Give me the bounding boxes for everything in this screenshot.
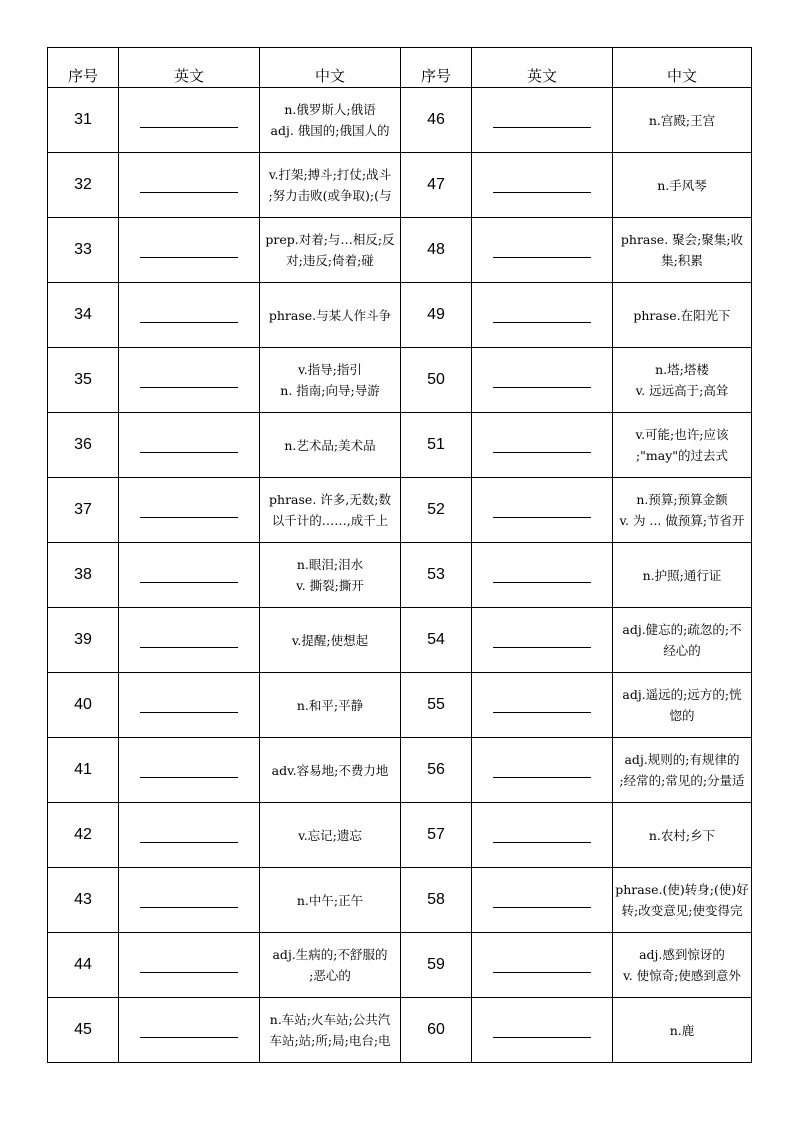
item-number: 56	[401, 738, 472, 803]
item-number: 35	[48, 348, 119, 413]
chinese-meaning-cell	[260, 998, 401, 1063]
header-number-right: 序号	[401, 48, 472, 88]
chinese-meaning-line: 经心的	[663, 643, 701, 658]
english-cell[interactable]	[472, 218, 613, 283]
table-row	[48, 218, 752, 283]
item-number: 36	[48, 413, 119, 478]
item-number: 37	[48, 478, 119, 543]
english-cell[interactable]	[472, 283, 613, 348]
chinese-meaning-cell	[613, 153, 752, 218]
english-cell[interactable]	[119, 608, 260, 673]
english-answer-blank[interactable]	[140, 505, 238, 518]
item-number: 45	[48, 998, 119, 1063]
table-row	[48, 348, 752, 413]
chinese-meaning-line: n.手风琴	[657, 177, 707, 193]
english-cell[interactable]	[119, 218, 260, 283]
item-number: 54	[401, 608, 472, 673]
english-cell[interactable]	[472, 738, 613, 803]
chinese-meaning-line: n.俄罗斯人;俄语	[284, 102, 376, 117]
english-cell[interactable]	[472, 803, 613, 868]
english-answer-blank[interactable]	[493, 375, 591, 388]
item-number: 48	[401, 218, 472, 283]
chinese-meaning-line: v.可能;也许;应该	[635, 427, 729, 442]
chinese-meaning-cell	[260, 933, 401, 998]
chinese-meaning-cell	[613, 738, 752, 803]
chinese-meaning-cell	[260, 868, 401, 933]
table-row	[48, 543, 752, 608]
chinese-meaning-cell	[613, 348, 752, 413]
item-number: 52	[401, 478, 472, 543]
english-answer-blank[interactable]	[493, 700, 591, 713]
english-answer-blank[interactable]	[140, 700, 238, 713]
english-answer-blank[interactable]	[140, 635, 238, 648]
english-cell[interactable]	[119, 348, 260, 413]
item-number: 31	[48, 88, 119, 153]
table-body	[48, 88, 752, 1063]
chinese-meaning-cell	[613, 413, 752, 478]
table-row	[48, 868, 752, 933]
english-cell[interactable]	[472, 348, 613, 413]
chinese-meaning-cell	[613, 933, 752, 998]
english-answer-blank[interactable]	[493, 115, 591, 128]
chinese-meaning-line: n.预算;预算金额	[636, 492, 728, 507]
chinese-meaning-line: 对;违反;倚着;碰	[286, 253, 374, 268]
english-cell[interactable]	[472, 478, 613, 543]
english-answer-blank[interactable]	[493, 180, 591, 193]
english-cell[interactable]	[472, 88, 613, 153]
chinese-meaning-line: 惚的	[669, 708, 695, 723]
english-answer-blank[interactable]	[140, 960, 238, 973]
english-answer-blank[interactable]	[493, 765, 591, 778]
chinese-meaning-line: n.鹿	[669, 1022, 695, 1038]
english-cell[interactable]	[119, 543, 260, 608]
header-number-left: 序号	[48, 48, 119, 88]
chinese-meaning-line: v.提醒;使想起	[291, 632, 369, 648]
chinese-meaning-line: n.宫殿;王宫	[648, 112, 716, 128]
chinese-meaning-cell	[613, 543, 752, 608]
english-answer-blank[interactable]	[140, 180, 238, 193]
chinese-meaning-line: phrase.与某人作斗争	[268, 307, 392, 323]
header-chinese-left: 中文	[260, 48, 401, 88]
item-number: 59	[401, 933, 472, 998]
chinese-meaning-line: ;恶心的	[309, 968, 351, 983]
chinese-meaning-line: phrase.(使)转身;(使)好	[615, 882, 749, 897]
chinese-meaning-line: v.打架;搏斗;打仗;战斗	[268, 167, 392, 182]
chinese-meaning-line: ;努力击败(或争取);(与	[268, 188, 392, 203]
chinese-meaning-line: phrase. 聚会;聚集;收	[620, 232, 744, 247]
table-row	[48, 608, 752, 673]
english-answer-blank[interactable]	[493, 960, 591, 973]
english-cell[interactable]	[119, 933, 260, 998]
item-number: 42	[48, 803, 119, 868]
table-row	[48, 998, 752, 1063]
chinese-meaning-line: n.农村;乡下	[648, 827, 716, 843]
item-number: 47	[401, 153, 472, 218]
english-cell[interactable]	[119, 88, 260, 153]
item-number: 49	[401, 283, 472, 348]
chinese-meaning-line: ;"may"的过去式	[635, 448, 729, 463]
chinese-meaning-cell	[260, 803, 401, 868]
item-number: 33	[48, 218, 119, 283]
english-answer-blank[interactable]	[140, 440, 238, 453]
chinese-meaning-cell	[613, 868, 752, 933]
english-cell[interactable]	[119, 803, 260, 868]
chinese-meaning-cell	[613, 608, 752, 673]
english-cell[interactable]	[119, 738, 260, 803]
chinese-meaning-cell	[613, 673, 752, 738]
item-number: 39	[48, 608, 119, 673]
english-answer-blank[interactable]	[493, 245, 591, 258]
item-number: 43	[48, 868, 119, 933]
chinese-meaning-line: v.忘记;遗忘	[298, 827, 362, 843]
item-number: 40	[48, 673, 119, 738]
item-number: 41	[48, 738, 119, 803]
chinese-meaning-line: n.和平;平静	[296, 697, 364, 713]
item-number: 46	[401, 88, 472, 153]
header-english-left: 英文	[119, 48, 260, 88]
chinese-meaning-cell	[260, 348, 401, 413]
table-row	[48, 413, 752, 478]
chinese-meaning-cell	[613, 283, 752, 348]
table-row	[48, 88, 752, 153]
english-cell[interactable]	[472, 998, 613, 1063]
chinese-meaning-cell	[260, 738, 401, 803]
table-row	[48, 283, 752, 348]
chinese-meaning-line: phrase.在阳光下	[633, 307, 731, 323]
english-cell[interactable]	[472, 608, 613, 673]
chinese-meaning-cell	[260, 478, 401, 543]
english-cell[interactable]	[472, 543, 613, 608]
english-answer-blank[interactable]	[493, 830, 591, 843]
english-answer-blank[interactable]	[140, 765, 238, 778]
chinese-meaning-line: v. 撕裂;撕开	[296, 578, 364, 593]
table-row	[48, 738, 752, 803]
chinese-meaning-cell	[260, 673, 401, 738]
item-number: 51	[401, 413, 472, 478]
english-cell[interactable]	[119, 868, 260, 933]
english-answer-blank[interactable]	[140, 895, 238, 908]
item-number: 38	[48, 543, 119, 608]
chinese-meaning-line: ;经常的;常见的;分量适	[619, 773, 745, 788]
chinese-meaning-line: adv.容易地;不费力地	[271, 762, 389, 778]
table-row	[48, 478, 752, 543]
chinese-meaning-cell	[613, 478, 752, 543]
table-row	[48, 153, 752, 218]
chinese-meaning-line: 转;改变意见;使变得完	[621, 903, 743, 918]
english-answer-blank[interactable]	[140, 375, 238, 388]
chinese-meaning-cell	[260, 413, 401, 478]
chinese-meaning-line: v. 使惊奇;使感到意外	[623, 968, 741, 983]
english-answer-blank[interactable]	[140, 245, 238, 258]
chinese-meaning-cell	[613, 88, 752, 153]
chinese-meaning-line: 车站;站;所;局;电台;电	[269, 1033, 391, 1048]
english-cell[interactable]	[119, 478, 260, 543]
chinese-meaning-line: v.指导;指引	[298, 362, 362, 377]
item-number: 50	[401, 348, 472, 413]
chinese-meaning-line: n.护照;通行证	[642, 567, 722, 583]
english-answer-blank[interactable]	[493, 440, 591, 453]
chinese-meaning-line: n. 指南;向导;导游	[280, 383, 380, 398]
item-number: 55	[401, 673, 472, 738]
item-number: 53	[401, 543, 472, 608]
english-cell[interactable]	[119, 413, 260, 478]
chinese-meaning-line: n.中午;正午	[296, 892, 364, 908]
english-answer-blank[interactable]	[140, 570, 238, 583]
chinese-meaning-cell	[613, 803, 752, 868]
chinese-meaning-line: adj.生病的;不舒服的	[272, 947, 388, 962]
chinese-meaning-line: phrase. 许多,无数;数	[269, 492, 391, 507]
chinese-meaning-cell	[260, 88, 401, 153]
chinese-meaning-cell	[613, 998, 752, 1063]
english-answer-blank[interactable]	[493, 635, 591, 648]
item-number: 32	[48, 153, 119, 218]
english-cell[interactable]	[472, 153, 613, 218]
chinese-meaning-line: 集;积累	[661, 253, 703, 268]
chinese-meaning-cell	[260, 283, 401, 348]
chinese-meaning-cell	[260, 153, 401, 218]
item-number: 44	[48, 933, 119, 998]
vocabulary-table	[47, 47, 752, 1063]
chinese-meaning-line: v. 远远高于;高耸	[635, 383, 729, 398]
english-cell[interactable]	[119, 153, 260, 218]
chinese-meaning-line: adj.健忘的;疏忽的;不	[622, 622, 742, 637]
chinese-meaning-line: adj.规则的;有规律的	[624, 752, 740, 767]
chinese-meaning-line: v. 为 ... 做预算;节省开	[619, 513, 745, 528]
chinese-meaning-cell	[260, 218, 401, 283]
chinese-meaning-line: n.车站;火车站;公共汽	[269, 1012, 391, 1027]
chinese-meaning-line: n.艺术品;美术品	[284, 437, 376, 453]
chinese-meaning-line: n.眼泪;泪水	[296, 557, 364, 572]
chinese-meaning-line: prep.对着;与…相反;反	[265, 232, 395, 247]
english-answer-blank[interactable]	[140, 1025, 238, 1038]
chinese-meaning-line: adj. 俄国的;俄国人的	[270, 123, 390, 138]
english-cell[interactable]	[119, 998, 260, 1063]
english-answer-blank[interactable]	[140, 310, 238, 323]
english-answer-blank[interactable]	[493, 310, 591, 323]
english-cell[interactable]	[472, 673, 613, 738]
chinese-meaning-line: adj.遥远的;远方的;恍	[622, 687, 742, 702]
chinese-meaning-cell	[260, 608, 401, 673]
chinese-meaning-line: adj.感到惊讶的	[639, 947, 725, 962]
english-answer-blank[interactable]	[493, 1025, 591, 1038]
english-answer-blank[interactable]	[140, 830, 238, 843]
item-number: 34	[48, 283, 119, 348]
chinese-meaning-line: 以千计的……,成千上	[271, 513, 389, 528]
table-row	[48, 933, 752, 998]
chinese-meaning-cell	[260, 543, 401, 608]
english-answer-blank[interactable]	[493, 570, 591, 583]
item-number: 58	[401, 868, 472, 933]
chinese-meaning-line: n.塔;塔楼	[655, 362, 709, 377]
english-answer-blank[interactable]	[493, 895, 591, 908]
table-row	[48, 673, 752, 738]
header-row	[48, 48, 752, 88]
english-cell[interactable]	[472, 413, 613, 478]
english-cell[interactable]	[472, 868, 613, 933]
english-answer-blank[interactable]	[140, 115, 238, 128]
english-cell[interactable]	[472, 933, 613, 998]
english-cell[interactable]	[119, 673, 260, 738]
english-cell[interactable]	[119, 283, 260, 348]
header-english-right: 英文	[472, 48, 613, 88]
item-number: 57	[401, 803, 472, 868]
chinese-meaning-cell	[613, 218, 752, 283]
table-row	[48, 803, 752, 868]
item-number: 60	[401, 998, 472, 1063]
english-answer-blank[interactable]	[493, 505, 591, 518]
header-chinese-right: 中文	[613, 48, 752, 88]
